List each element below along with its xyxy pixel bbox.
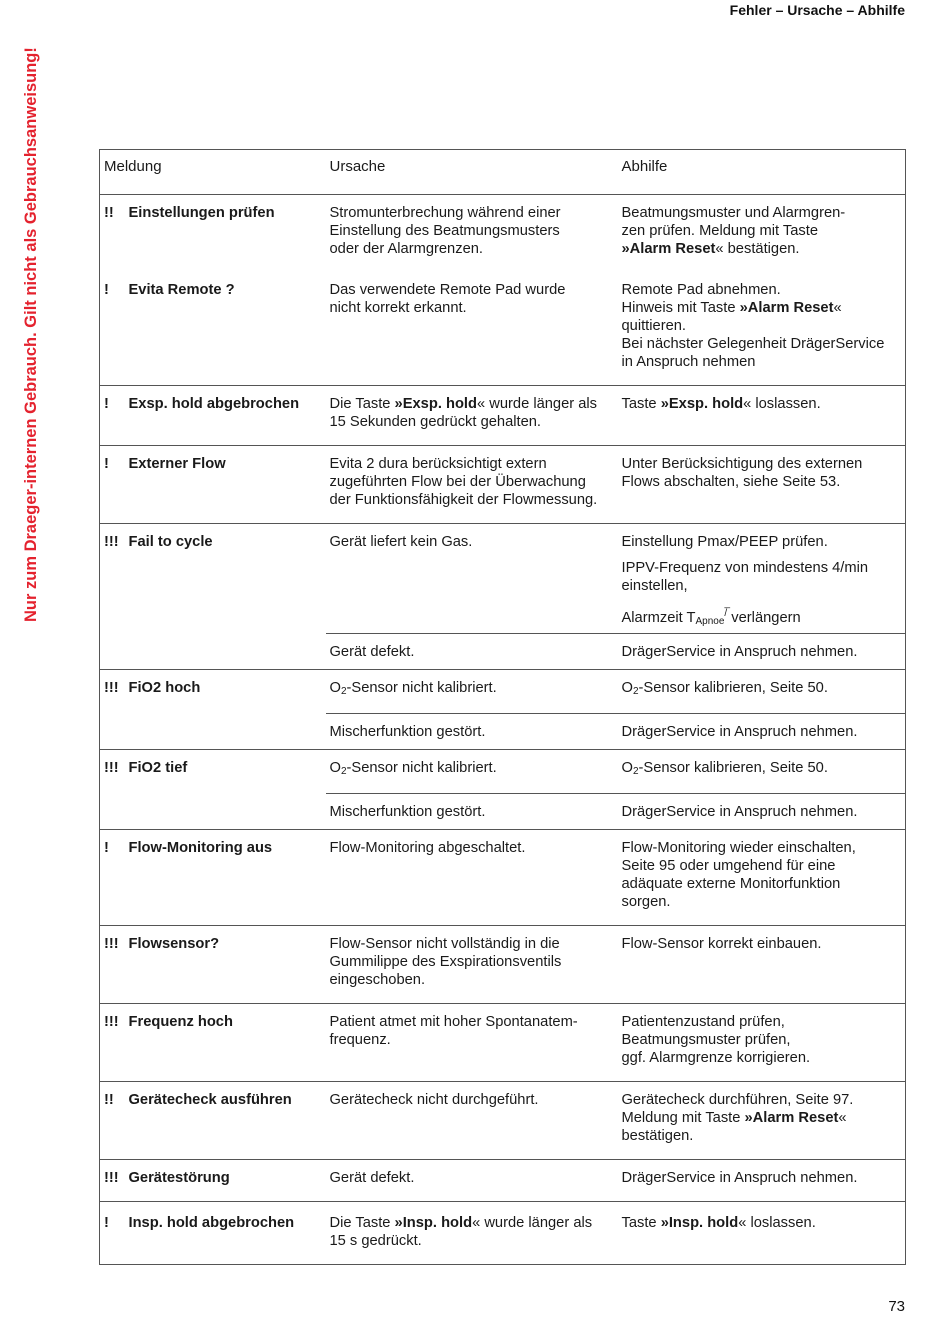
table-header-row [100,150,906,195]
cause-line: Das verwendete Remote Pad wurde [329,282,566,298]
table-row [100,524,906,634]
message-name: Fail to cycle [125,524,326,634]
severity-marker: !!! [100,669,125,713]
remedy-line [622,1214,902,1232]
message-name: Gerätecheck ausführen [125,1081,326,1159]
remedy-line: Flows abschalten, siehe Seite 53. [621,474,841,490]
cause-line: Einstellung des Beatmungsmusters [329,223,560,239]
key-name: »Exsp. hold [394,396,477,412]
remedy-line [622,605,902,629]
cause-line: nicht korrekt erkannt. [329,300,467,316]
message-name: FiO2 hoch [125,669,326,713]
empty-cell [125,793,326,829]
subscript: Apnoe [695,615,725,627]
severity-marker: ! [100,386,125,446]
table-row [100,1159,906,1201]
severity-marker: !!! [100,524,125,634]
remedy-text: « bestätigen. [715,241,800,257]
empty-cell [100,793,125,829]
remedy-cell [618,1003,906,1081]
table-row [100,669,906,713]
cause-text: Die Taste [329,396,395,412]
cause-cell: Mischerfunktion gestört. [326,793,618,829]
remedy-cell [618,446,906,524]
cause-line: 15 Sekunden gedrückt gehalten. [329,414,541,430]
remedy-text: -Sensor kalibrieren, Seite 50. [638,759,828,776]
remedy-line [622,1109,902,1127]
remedy-line: Beatmungsmuster und Alarmgren- [621,205,846,221]
cause-line: 15 s gedrückt. [329,1232,422,1249]
remedy-text: « loslassen. [743,396,821,412]
key-name: »Exsp. hold [660,396,744,412]
remedy-cell [618,1201,906,1264]
subscript: 2 [340,765,347,777]
cause-line: der Funktionsfähigkeit der Flowmessung. [329,492,598,508]
remedy-cell [618,1081,906,1159]
table-row [100,386,906,446]
remedy-cell [618,669,906,713]
remedy-line: bestätigen. [621,1127,694,1144]
cause-text: -Sensor nicht kalibriert. [346,679,497,696]
cause-line: eingeschoben. [329,971,426,988]
remedy-cell: DrägerService in Anspruch nehmen. [618,1159,906,1201]
header-message: Meldung [100,150,326,195]
remedy-text: -Sensor kalibrieren, Seite 50. [638,679,828,696]
table-row [100,272,906,386]
remedy-cell: Flow-Sensor korrekt einbauen. [618,925,906,1003]
remedy-line: Flow-Monitoring wieder einschalten, [621,839,856,856]
cause-line [330,395,614,413]
remedy-line: Unter Berücksichtigung des externen [621,456,863,472]
table-row [100,793,906,829]
severity-marker: ! [100,446,125,524]
cause-line: Flow-Sensor nicht vollständig in die [329,935,560,952]
table-row [100,713,906,749]
side-note-text: Nur zum Draeger-internen Gebrauch. Gilt nicht als Gebrauchsanweisung! [22,47,40,622]
severity-marker: !!! [100,1003,125,1081]
remedy-line: Beatmungsmuster prüfen, [621,1031,791,1048]
table-row [100,829,906,925]
key-name: »Insp. hold [394,1214,473,1231]
remedy-text: verlängern [727,609,801,626]
table-row [100,925,906,1003]
severity-marker: !!! [100,925,125,1003]
cause-line: Gummilippe des Exspirationsventils [329,953,562,970]
cause-cell [326,749,618,793]
message-name: Externer Flow [125,446,326,524]
remedy-line: einstellen, [621,578,688,594]
subscript: 2 [632,765,639,777]
subscript: 2 [632,685,639,697]
remedy-text: « loslassen. [738,1214,816,1231]
empty-cell [100,633,125,669]
cause-text: « wurde länger als [476,396,598,412]
remedy-cell [618,386,906,446]
remedy-cell [618,524,906,634]
remedy-text: « [838,1109,847,1126]
cause-line: frequenz. [329,1031,391,1048]
cause-line: Evita 2 dura berücksichtigt extern [329,456,547,472]
symbol: /̅ [724,608,728,619]
cause-cell [326,446,618,524]
cause-line: Stromunterbrechung während einer [329,205,561,221]
empty-cell [125,633,326,669]
table-row [100,1201,906,1264]
key-name: »Alarm Reset [744,1109,839,1126]
header-cause: Ursache [326,150,618,195]
key-name: »Insp. hold [660,1214,739,1231]
remedy-text: O [621,679,633,696]
severity-marker: !!! [100,749,125,793]
remedy-line [622,299,902,317]
message-name: Einstellungen prüfen [125,195,326,273]
remedy-line: Patientenzustand prüfen, [621,1013,785,1030]
cause-cell: Flow-Monitoring abgeschaltet. [326,829,618,925]
cause-text: O [329,679,341,696]
empty-cell [125,713,326,749]
cause-text: -Sensor nicht kalibriert. [346,759,497,776]
severity-marker: ! [104,282,109,298]
internal-use-side-note [0,0,40,640]
message-name: Flowsensor? [125,925,326,1003]
remedy-cell: DrägerService in Anspruch nehmen. [618,633,906,669]
cause-text: Die Taste [329,1214,395,1231]
cause-cell: Gerät defekt. [326,1159,618,1201]
remedy-cell [618,272,906,386]
running-head: Fehler – Ursache – Abhilfe [729,2,905,18]
severity-marker: !!! [100,1159,125,1201]
remedy-line: Bei nächster Gelegenheit DrägerService [621,336,885,352]
message-name: Insp. hold abgebrochen [125,1201,326,1264]
page-number: 73 [888,1298,905,1315]
remedy-line: sorgen. [621,893,671,910]
remedy-text: Alarmzeit T [621,609,696,626]
key-name: »Alarm Reset [621,241,716,257]
cause-text: O [329,759,341,776]
table-row [100,195,906,273]
remedy-line: Einstellung Pmax/PEEP prüfen. [621,534,828,550]
message-name: Evita Remote ? [128,282,235,298]
cause-cell [326,195,618,273]
remedy-text: « [833,300,842,316]
cause-cell [326,1003,618,1081]
remedy-cell [618,829,906,925]
cause-line: oder der Alarmgrenzen. [329,241,483,257]
severity-marker: ! [100,1201,125,1264]
cause-cell [326,1201,618,1264]
cause-cell [326,386,618,446]
remedy-line: Gerätecheck durchführen, Seite 97. [621,1091,854,1108]
remedy-line: IPPV-Frequenz von mindestens 4/min [621,560,869,576]
cause-cell: Gerät liefert kein Gas. [326,524,618,634]
cause-cell: Mischerfunktion gestört. [326,713,618,749]
table-row [100,446,906,524]
cause-cell [326,272,618,386]
message-name: Gerätestörung [125,1159,326,1201]
remedy-line: in Anspruch nehmen [621,354,756,370]
remedy-line: Remote Pad abnehmen. [621,282,781,298]
subscript: 2 [340,685,347,697]
cause-cell [326,925,618,1003]
message-name: Exsp. hold abgebrochen [125,386,326,446]
message-name: FiO2 tief [125,749,326,793]
remedy-line: quittieren. [621,318,687,334]
cause-line: Patient atmet mit hoher Spontanatem- [329,1013,578,1030]
remedy-line [622,240,902,258]
cause-cell: Gerät defekt. [326,633,618,669]
cause-cell [326,669,618,713]
header-remedy: Abhilfe [618,150,906,195]
table-row [100,749,906,793]
severity-marker: ! [100,829,125,925]
remedy-line: Seite 95 oder umgehend für eine [621,857,836,874]
remedy-text: Hinweis mit Taste [621,300,740,316]
key-name: »Alarm Reset [739,300,834,316]
cause-text: « wurde länger als [472,1214,593,1231]
remedy-line: adäquate externe Monitorfunktion [621,875,841,892]
remedy-text: O [621,759,633,776]
empty-cell [100,713,125,749]
remedy-cell [618,195,906,273]
remedy-line [622,395,902,413]
cause-line [330,1214,614,1232]
severity-marker: !! [100,195,125,273]
remedy-cell: DrägerService in Anspruch nehmen. [618,793,906,829]
severity-marker: !! [100,1081,125,1159]
table-row [100,1003,906,1081]
remedy-cell: DrägerService in Anspruch nehmen. [618,713,906,749]
remedy-line: zen prüfen. Meldung mit Taste [621,223,818,239]
message-name: Flow-Monitoring aus [125,829,326,925]
remedy-text: Meldung mit Taste [621,1109,745,1126]
cause-cell: Gerätecheck nicht durchgeführt. [326,1081,618,1159]
message-name: Frequenz hoch [125,1003,326,1081]
remedy-line: ggf. Alarmgrenze korrigieren. [621,1049,811,1066]
remedy-text: Taste [621,396,661,412]
cause-line: zugeführten Flow bei der Überwachung [329,474,586,490]
remedy-text: Taste [621,1214,661,1231]
table-row [100,633,906,669]
table-row [100,1081,906,1159]
remedy-cell [618,749,906,793]
alarm-message-table [99,149,906,1265]
